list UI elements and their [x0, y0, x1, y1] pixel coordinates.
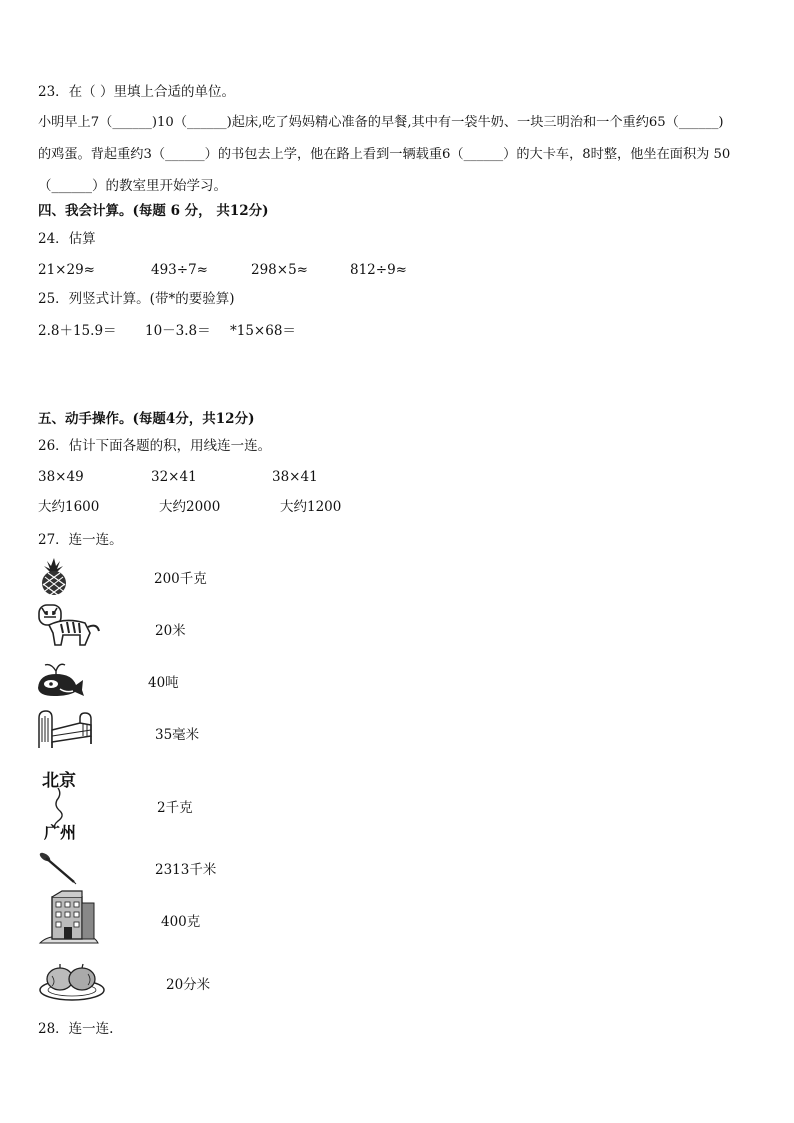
q27-unit-4: 35毫米 — [155, 727, 200, 743]
pineapple-icon — [36, 556, 72, 596]
q26-estimate-1: 大约1600 — [38, 499, 100, 515]
tiger-icon — [35, 603, 103, 647]
q27-title: 27．连一连。 — [38, 532, 123, 548]
q24-item-4: 812÷9≈ — [350, 262, 407, 278]
q26-product-1: 38×49 — [38, 469, 84, 485]
q27-unit-5: 2千克 — [157, 800, 193, 816]
map-city-beijing: 北京 — [42, 771, 76, 791]
q23-text-line-2: 的鸡蛋。背起重约3（______）的书包去上学，他在路上看到一辆载重6（______）的大卡车，8时整，他坐在面积为 50 — [38, 147, 731, 162]
whale-icon — [36, 660, 86, 698]
q25-item-2: 10－3.8＝ — [145, 323, 211, 339]
section-5-heading: 五、动手操作。(每题4分，共12分) — [38, 411, 255, 427]
q25-item-3: *15×68＝ — [230, 323, 296, 339]
q23-prompt: 23．在（ ）里填上合适的单位。 — [38, 84, 235, 100]
q25-item-1: 2.8＋15.9＝ — [38, 323, 117, 339]
route-map-icon — [40, 766, 90, 842]
q26-estimate-2: 大约2000 — [159, 499, 221, 515]
q27-unit-1: 200千克 — [154, 571, 207, 587]
q24-item-2: 493÷7≈ — [151, 262, 208, 278]
map-city-guangzhou: 广州 — [44, 823, 77, 842]
q26-estimate-3: 大约1200 — [280, 499, 342, 515]
q27-unit-6: 2313千米 — [155, 862, 217, 878]
q24-item-3: 298×5≈ — [251, 262, 308, 278]
q27-unit-3: 40吨 — [148, 675, 179, 691]
q28-title: 28．连一连. — [38, 1021, 114, 1037]
bed-icon — [36, 706, 94, 750]
q23-text-line-1: 小明早上7（______)10（______)起床,吃了妈妈精心准备的早餐,其中有一袋牛奶、一块三明治和一个重约65（______) — [38, 115, 724, 130]
q27-unit-7: 400克 — [161, 914, 201, 930]
q24-item-1: 21×29≈ — [38, 262, 95, 278]
nail-icon — [38, 851, 78, 885]
q26-product-3: 38×41 — [272, 469, 318, 485]
q26-title: 26．估计下面各题的积，用线连一连。 — [38, 438, 272, 454]
q24-title: 24．估算 — [38, 231, 96, 247]
q27-unit-2: 20米 — [155, 623, 186, 639]
q27-unit-8: 20分米 — [166, 977, 211, 993]
fruit-plate-icon — [38, 960, 106, 1002]
q26-product-2: 32×41 — [151, 469, 197, 485]
building-icon — [38, 889, 100, 945]
q25-title: 25．列竖式计算。(带*的要验算) — [38, 291, 235, 307]
q23-text-line-3: （______）的教室里开始学习。 — [38, 178, 227, 194]
section-4-heading: 四、我会计算。(每题 6 分， 共12分) — [38, 203, 269, 219]
